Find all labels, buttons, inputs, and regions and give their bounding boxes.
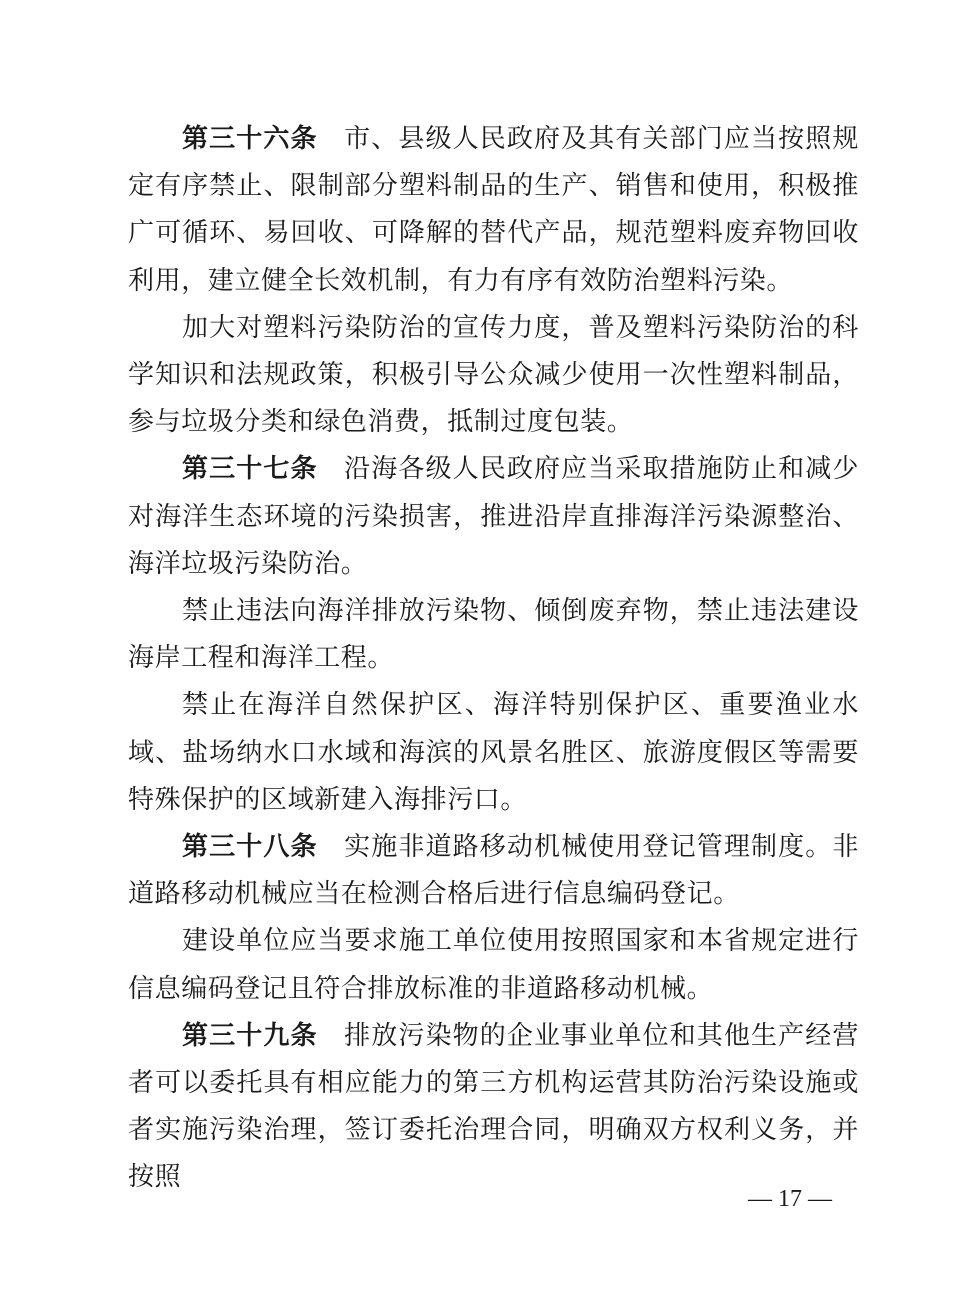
paragraph-text: 建设单位应当要求施工单位使用按照国家和本省规定进行信息编码登记且符合排放标准的非道路移动机械。 xyxy=(128,926,859,1004)
paragraph xyxy=(128,824,859,918)
paragraph-text: 实施非道路移动机械使用登记管理制度。非道路移动机械应当在检测合格后进行信息编码登记。 xyxy=(128,832,859,910)
article-number: 第三十七条 xyxy=(182,454,318,485)
article-number: 第三十九条 xyxy=(182,1020,318,1051)
paragraph xyxy=(128,918,859,1012)
paragraph xyxy=(128,682,859,824)
paragraph xyxy=(128,446,859,588)
paragraph xyxy=(128,116,859,305)
paragraph-text: 排放污染物的企业事业单位和其他生产经营者可以委托具有相应能力的第三方机构运营其防治污染设施或者实施污染治理，签订委托治理合同，明确双方权利义务，并按照 xyxy=(128,1020,859,1193)
page-number: — 17 — xyxy=(748,1186,832,1212)
paragraph xyxy=(128,588,859,682)
paragraph-text: 市、县级人民政府及其有关部门应当按照规定有序禁止、限制部分塑料制品的生产、销售和使用，积极推广可循环、易回收、可降解的替代产品，规范塑料废弃物回收利用，建立健全长效机制，有力有序有效防治塑料污染。 xyxy=(128,124,859,296)
article-number: 第三十六条 xyxy=(182,124,318,154)
article-number: 第三十八条 xyxy=(182,832,318,863)
document-body xyxy=(128,116,859,1202)
paragraph-text: 禁止违法向海洋排放污染物、倾倒废弃物，禁止违法建设海岸工程和海洋工程。 xyxy=(128,596,859,674)
paragraph-text: 加大对塑料污染防治的宣传力度，普及塑料污染防治的科学知识和法规政策，积极引导公众减少使用一次性塑料制品，参与垃圾分类和绿色消费，抵制过度包装。 xyxy=(128,312,859,438)
paragraph xyxy=(128,305,859,447)
paragraph-text: 沿海各级人民政府应当采取措施防止和减少对海洋生态环境的污染损害，推进沿岸直排海洋污染源整治、海洋垃圾污染防治。 xyxy=(128,454,859,579)
paragraph-text: 禁止在海洋自然保护区、海洋特别保护区、重要渔业水域、盐场纳水口水域和海滨的风景名胜区、旅游度假区等需要特殊保护的区域新建入海排污口。 xyxy=(128,690,859,815)
paragraph xyxy=(128,1013,859,1202)
